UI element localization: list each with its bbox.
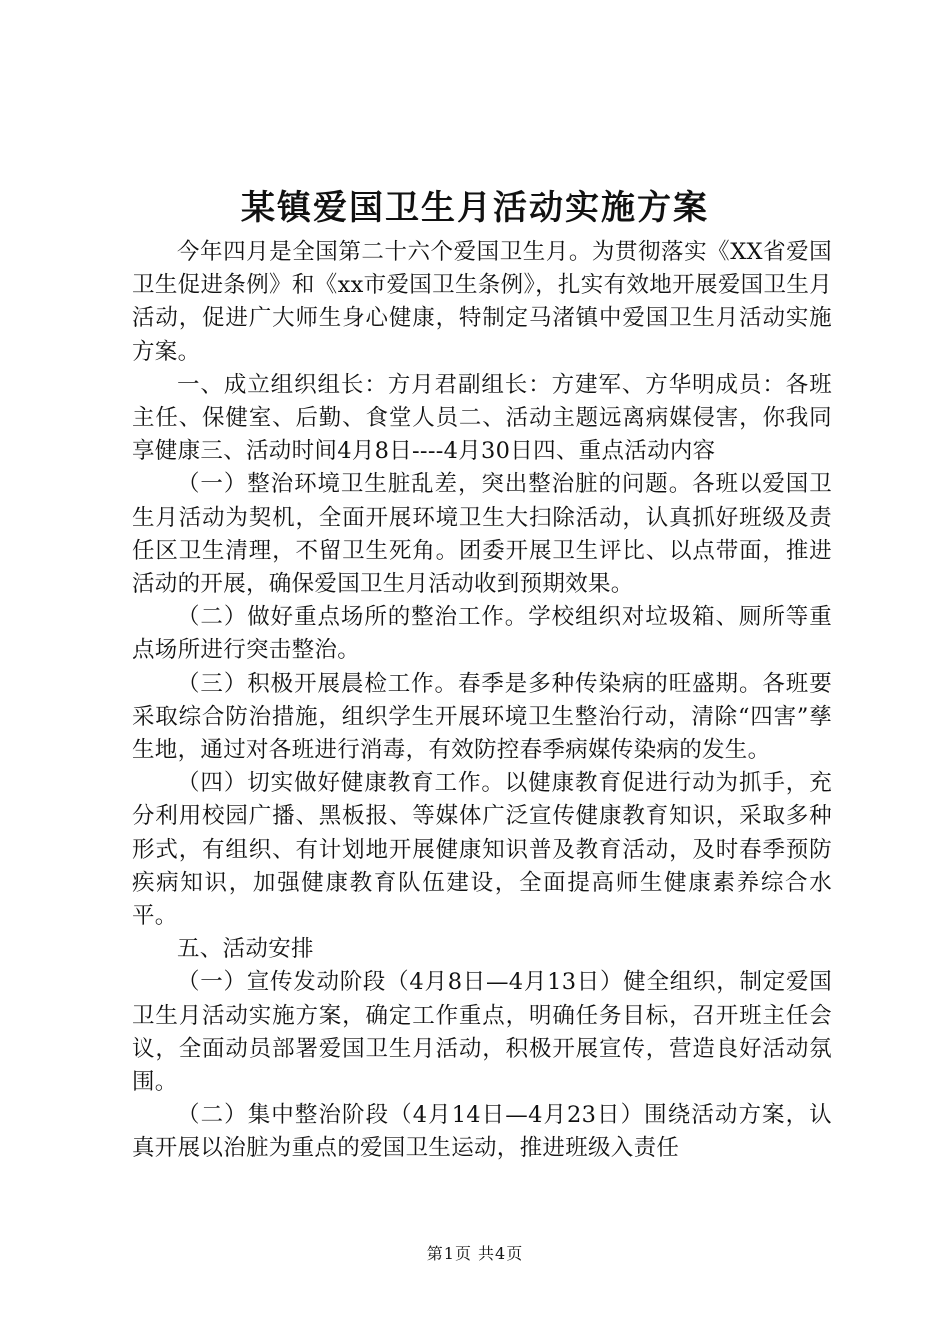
paragraph-phase-2: （二）集中整治阶段（4月14日—4月23日）围绕活动方案，认真开展以治脏为重点的爱国卫生运动，推进班级入责任 (132, 1102, 832, 1162)
section-heading-arrangement: 五、活动安排 (177, 936, 314, 963)
paragraph-intro: 今年四月是全国第二十六个爱国卫生月。为贯彻落实《XX省爱国卫生促进条例》和《xx市爱国卫生条例》，扎实有效地开展爱国卫生月活动，促进广大师生身心健康，特制定马渚镇中爱国卫生月活动实施方案。 (132, 239, 832, 365)
page-number-footer: 第1页 共4页 (426, 1244, 524, 1263)
document-title: 某镇爱国卫生月活动实施方案 (241, 188, 709, 228)
paragraph-item-3: （三）积极开展晨检工作。春季是多种传染病的旺盛期。各班要采取综合防治措施，组织学生开展环境卫生整治行动，清除“四害”孳生地，通过对各班进行消毒，有效防控春季病媒传染病的发生。 (132, 670, 832, 764)
paragraph-phase-1: （一）宣传发动阶段（4月8日—4月13日）健全组织，制定爱国卫生月活动实施方案，确定工作重点，明确任务目标，召开班主任会议，全面动员部署爱国卫生月活动，积极开展宣传，营造良好活动氛围。 (132, 969, 832, 1096)
paragraph-item-4: （四）切实做好健康教育工作。以健康教育促进行动为抓手，充分利用校园广播、黑板报、等媒体广泛宣传健康教育知识，采取多种形式，有组织、有计划地开展健康知识普及教育活动，及时春季预防疾病知识，加强健康教育队伍建设，全面提高师生健康素养综合水平。 (132, 770, 832, 930)
paragraph-organization: 一、成立组织组长：方月君副组长：方建军、方华明成员：各班主任、保健室、后勤、食堂人员二、活动主题远离病媒侵害，你我同享健康三、活动时间4月8日----4月30日四、重点活动内容 (132, 371, 832, 465)
document-body (132, 236, 832, 1166)
paragraph-item-1: （一）整治环境卫生脏乱差，突出整治脏的问题。各班以爱国卫生月活动为契机，全面开展环境卫生大扫除活动，认真抓好班级及责任区卫生清理，不留卫生死角。团委开展卫生评比、以点带面，推进活动的开展，确保爱国卫生月活动收到预期效果。 (132, 471, 832, 598)
paragraph-item-2: （二）做好重点场所的整治工作。学校组织对垃圾箱、厕所等重点场所进行突击整治。 (132, 604, 832, 664)
